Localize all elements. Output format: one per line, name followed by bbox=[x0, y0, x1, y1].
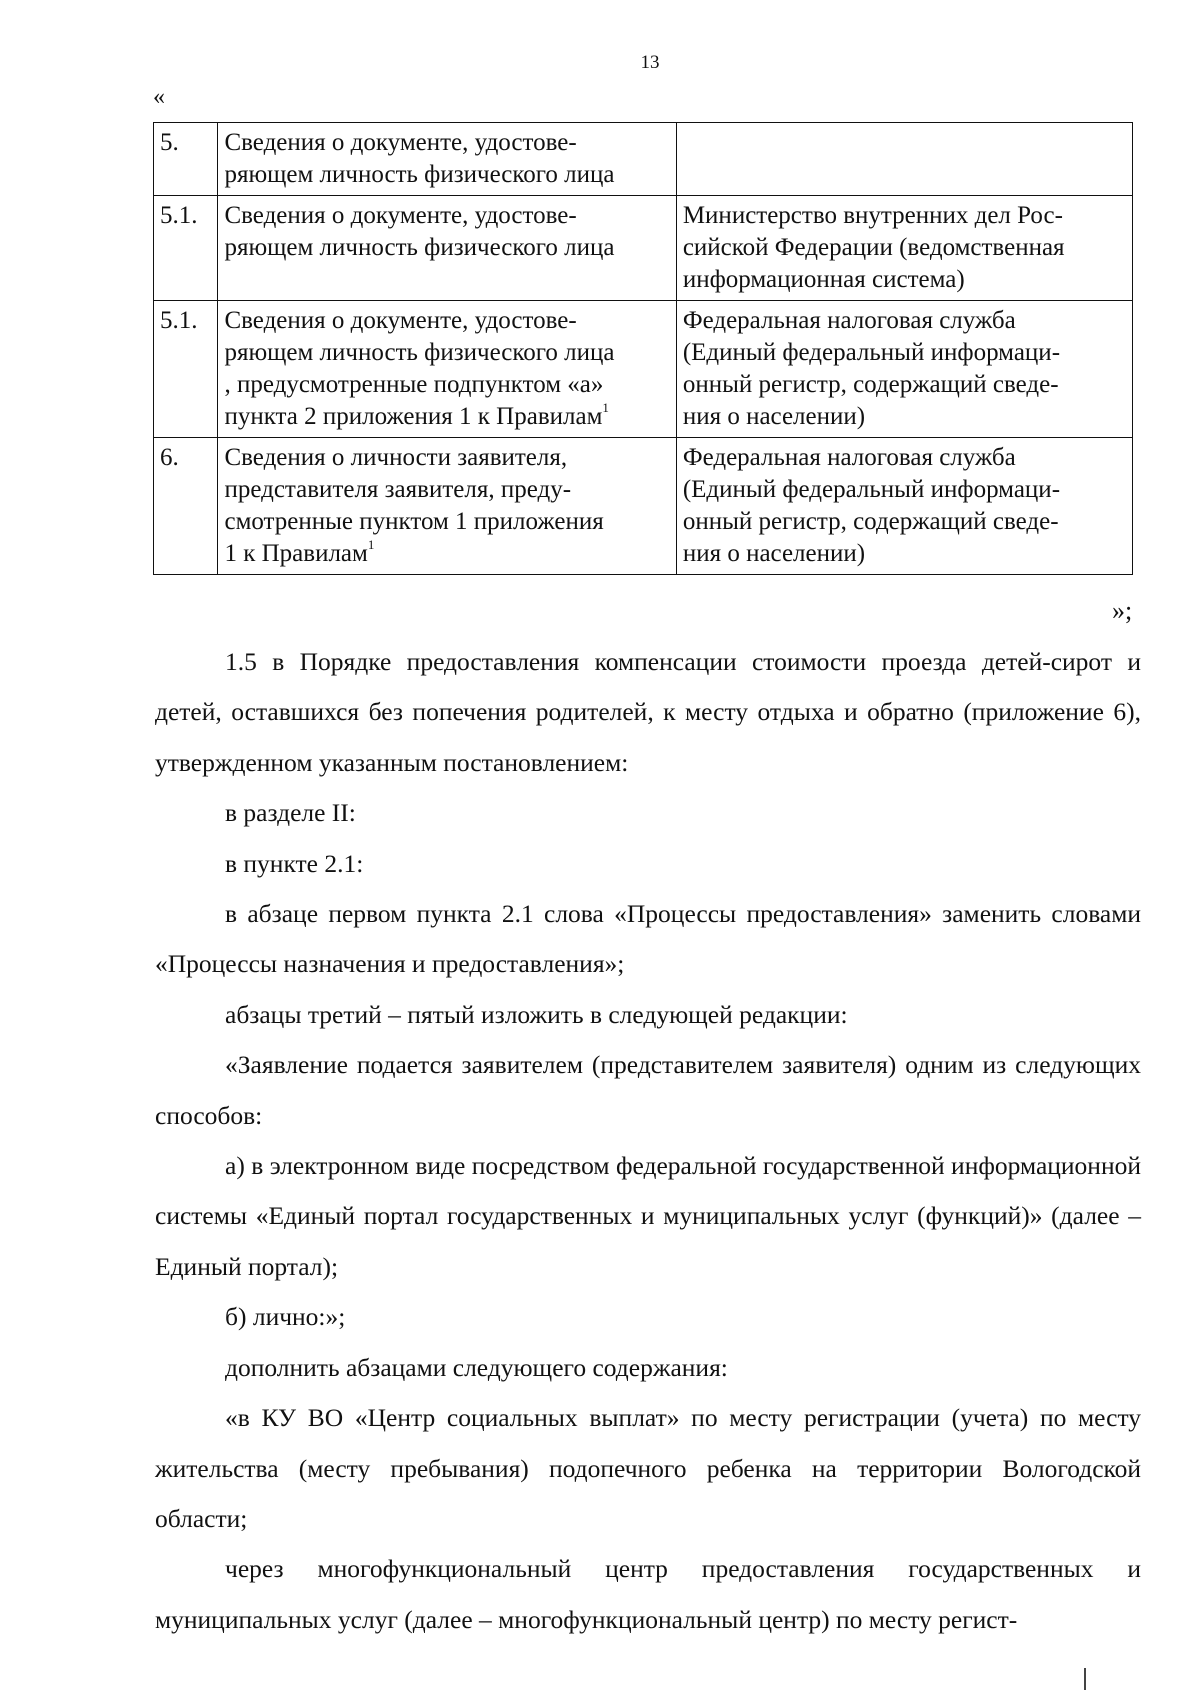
description-line: Сведения о документе, удостове- bbox=[224, 202, 577, 229]
source-line: ния о населении) bbox=[682, 540, 866, 567]
row-number-cell: 6. bbox=[154, 438, 218, 575]
info-sources-table bbox=[153, 122, 1133, 575]
source-line: Федеральная налоговая служба bbox=[682, 307, 1016, 334]
description-line: смотренные пунктом 1 приложения bbox=[224, 508, 604, 535]
row-number-cell: 5.1. bbox=[154, 301, 218, 438]
information-source-cell bbox=[676, 301, 1132, 438]
closing-quote: »; bbox=[1112, 596, 1133, 625]
information-source-cell bbox=[676, 196, 1132, 301]
footnote-marker: 1 bbox=[602, 400, 609, 415]
table-row bbox=[154, 301, 1133, 438]
paragraph: «в КУ ВО «Центр социальных выплат» по месту регистрации (учета) по месту жительства (месту пребывания) подопечного ребенка на территории Вологодской области; bbox=[155, 1403, 1141, 1533]
table-row bbox=[154, 196, 1133, 301]
paragraph: б) лично:»; bbox=[225, 1302, 346, 1332]
information-source-cell bbox=[676, 438, 1132, 575]
paragraph: в разделе II: bbox=[225, 798, 356, 828]
paragraph: «Заявление подается заявителем (представителем заявителя) одним из следующих способов: bbox=[155, 1050, 1141, 1130]
body-text bbox=[155, 637, 1141, 1645]
paragraph: а) в электронном виде посредством федеральной государственной информационной системы «Единый портал государственных и муниципальных услуг (функций)» (далее – Единый портал); bbox=[155, 1151, 1141, 1281]
information-description-cell bbox=[218, 438, 676, 575]
source-line: онный регистр, содержащий сведе- bbox=[682, 508, 1059, 535]
description-line: ряющем личность физического лица bbox=[224, 234, 615, 261]
description-line: 1 к Правилам bbox=[224, 540, 368, 567]
table-body bbox=[154, 123, 1133, 575]
row-number-cell: 5.1. bbox=[154, 196, 218, 301]
paragraph: в абзаце первом пункта 2.1 слова «Процессы предоставления» заменить словами «Процессы назначения и предоставления»; bbox=[155, 899, 1141, 979]
footnote-marker: 1 bbox=[367, 537, 375, 552]
page-edge-mark bbox=[1084, 1668, 1086, 1690]
source-line: онный регистр, содержащий сведе- bbox=[682, 371, 1059, 398]
paragraph: в пункте 2.1: bbox=[225, 848, 364, 878]
description-line: пункта 2 приложения 1 к Правилам bbox=[224, 403, 603, 430]
description-line: представителя заявителя, преду- bbox=[224, 476, 572, 503]
row-number-cell: 5. bbox=[154, 123, 218, 196]
source-line: ния о населении) bbox=[682, 403, 866, 430]
information-description-cell bbox=[218, 196, 676, 301]
description-line: ряющем личность физического лица bbox=[224, 339, 615, 366]
description-line: ряющем личность физического лица bbox=[224, 161, 615, 188]
source-line: Федеральная налоговая служба bbox=[682, 444, 1016, 471]
table-row bbox=[154, 123, 1133, 196]
opening-quote: « bbox=[153, 84, 165, 110]
description-line: , предусмотренные подпунктом «а» bbox=[224, 371, 604, 398]
source-line: (Единый федеральный информаци- bbox=[682, 339, 1061, 366]
source-line: информационная система) bbox=[682, 266, 965, 293]
description-line: Сведения о личности заявителя, bbox=[224, 444, 568, 471]
description-line: Сведения о документе, удостове- bbox=[224, 307, 577, 334]
information-description-cell bbox=[218, 301, 676, 438]
page-number: 13 bbox=[640, 52, 660, 73]
source-line: сийской Федерации (ведомственная bbox=[682, 234, 1065, 261]
table-row bbox=[154, 438, 1133, 575]
description-line: Сведения о документе, удостове- bbox=[224, 129, 577, 156]
paragraph: 1.5 в Порядке предоставления компенсации стоимости проезда детей-сирот и детей, оставшихся без попечения родителей, к месту отдыха и обратно (приложение 6), утвержденном указанным постановлением: bbox=[155, 647, 1141, 777]
paragraph: абзацы третий – пятый изложить в следующей редакции: bbox=[225, 999, 848, 1029]
paragraph: через многофункциональный центр предоставления государственных и муниципальных услуг (далее – многофункциональный центр) по месту регист- bbox=[155, 1554, 1141, 1634]
source-line: Министерство внутренних дел Рос- bbox=[682, 202, 1063, 229]
paragraph: дополнить абзацами следующего содержания: bbox=[225, 1352, 728, 1382]
information-source-cell bbox=[676, 123, 1132, 196]
information-description-cell bbox=[218, 123, 676, 196]
source-line: (Единый федеральный информаци- bbox=[682, 476, 1061, 503]
